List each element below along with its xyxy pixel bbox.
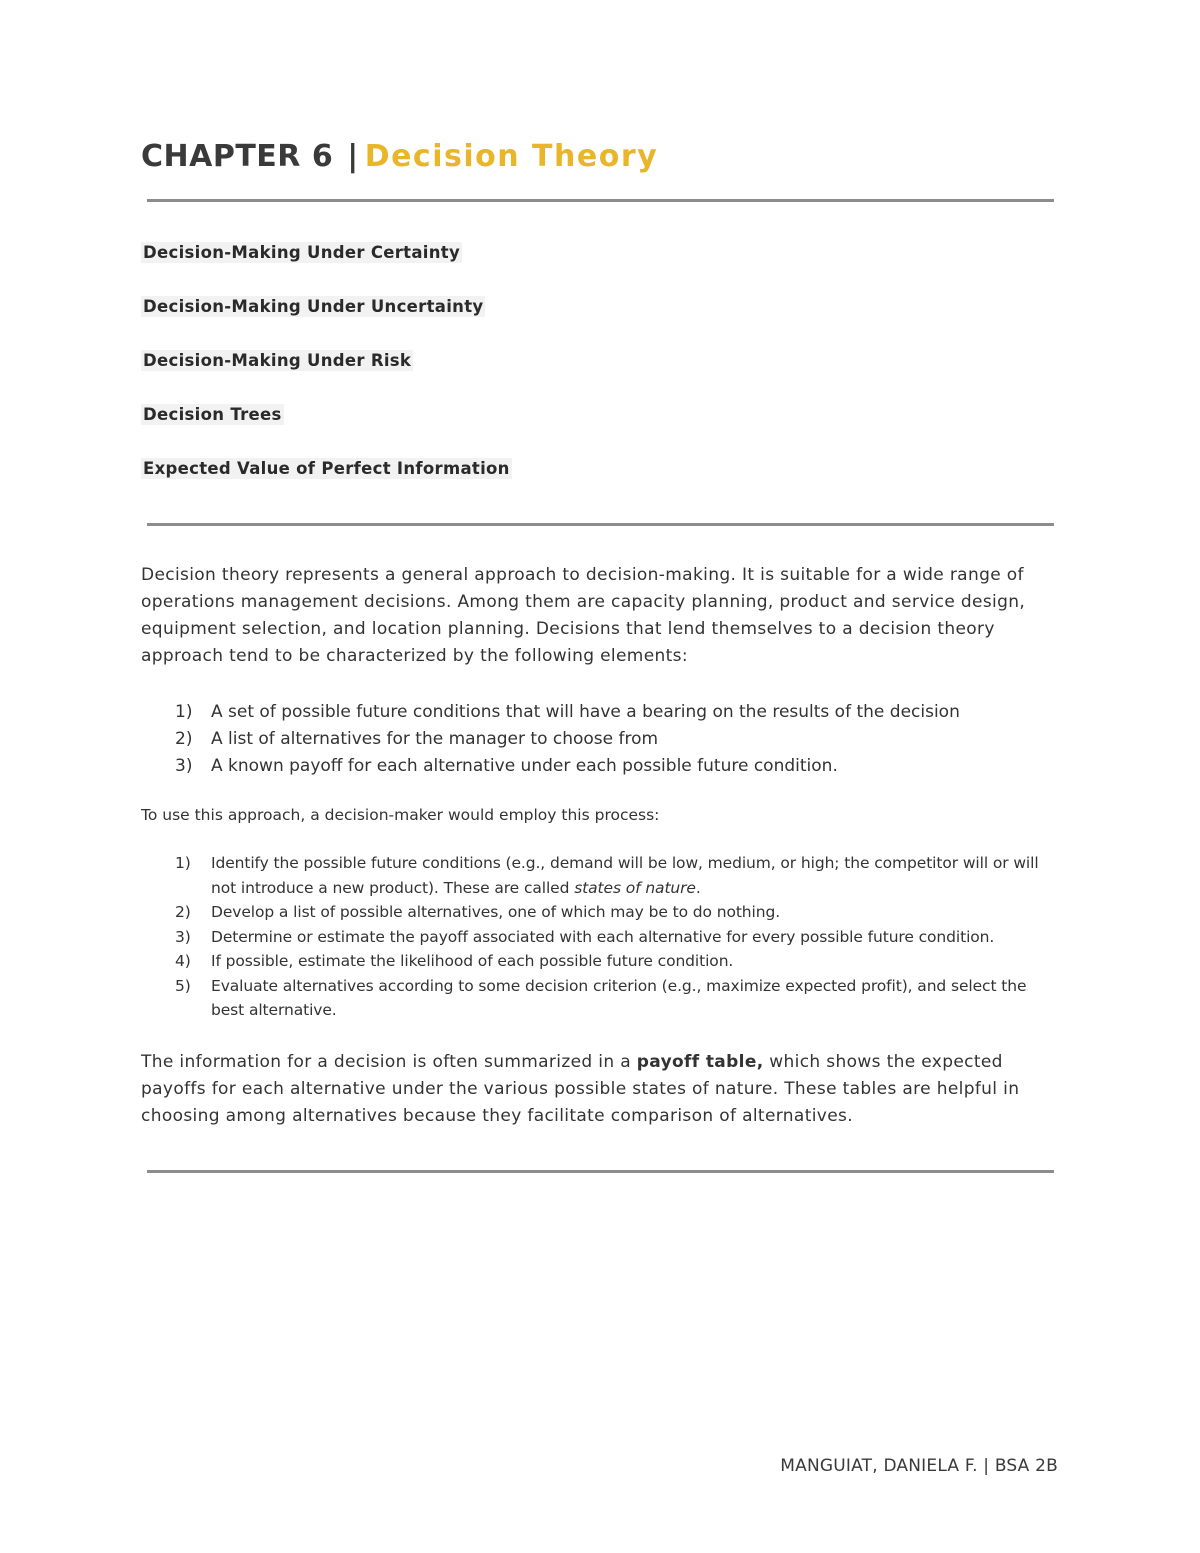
footer-author: MANGUIAT, DANIELA F. | BSA 2B [780, 1456, 1058, 1476]
topic-list [141, 242, 512, 512]
list-item: 2) Develop a list of possible alternatives, one of which may be to do nothing. [175, 903, 781, 921]
list-item: 5) Evaluate alternatives according to some decision criterion (e.g., maximize expected profit), and select the best alternative. [175, 976, 1027, 1019]
list-item: 2) A list of alternatives for the manager to choose from [175, 729, 659, 749]
topic-item: Decision-Making Under Uncertainty [143, 297, 484, 316]
topic-item: Decision Trees [143, 405, 282, 424]
chapter-subject: Decision Theory [364, 139, 659, 174]
elements-list [175, 699, 1055, 780]
payoff-paragraph: The information for a decision is often summarized in a payoff table, which shows the expected payoffs for each alternative under the various possible states of nature. These tables are helpful in choosing among alternatives because they facilitate comparison of alternatives. [141, 1052, 1020, 1126]
divider-middle [147, 523, 1054, 526]
topic-item: Decision-Making Under Risk [143, 351, 412, 370]
process-intro: To use this approach, a decision-maker would employ this process: [141, 806, 660, 824]
intro-paragraph: Decision theory represents a general approach to decision-making. It is suitable for a wide range of operations management decisions. Among them are capacity planning, product and service design, equipment selection, and location planning. Decisions that lend themselves to a decision theory approach tend to be characterized by the following elements: [141, 565, 1026, 666]
payoff-table-term: payoff table, [636, 1052, 764, 1072]
heading-separator: | [347, 139, 359, 174]
list-item: 1) A set of possible future conditions that will have a bearing on the results of the decision [175, 702, 960, 722]
chapter-heading [141, 139, 658, 174]
process-list [175, 851, 1055, 1023]
list-item: 3) Determine or estimate the payoff associated with each alternative for every possible future condition. [175, 927, 995, 946]
divider-top [147, 199, 1054, 202]
list-item: 3) A known payoff for each alternative under each possible future condition. [175, 756, 838, 776]
topic-item: Decision-Making Under Certainty [143, 243, 461, 262]
divider-bottom [147, 1170, 1054, 1173]
list-item: 1) Identify the possible future conditions (e.g., demand will be low, medium, or high; the competitor will or will not introduce a new product). These are called states of nature. [175, 854, 1039, 897]
topic-item: Expected Value of Perfect Information [143, 459, 510, 478]
chapter-number: CHAPTER 6 [141, 139, 334, 174]
list-item: 4) If possible, estimate the likelihood of each possible future condition. [175, 952, 734, 970]
